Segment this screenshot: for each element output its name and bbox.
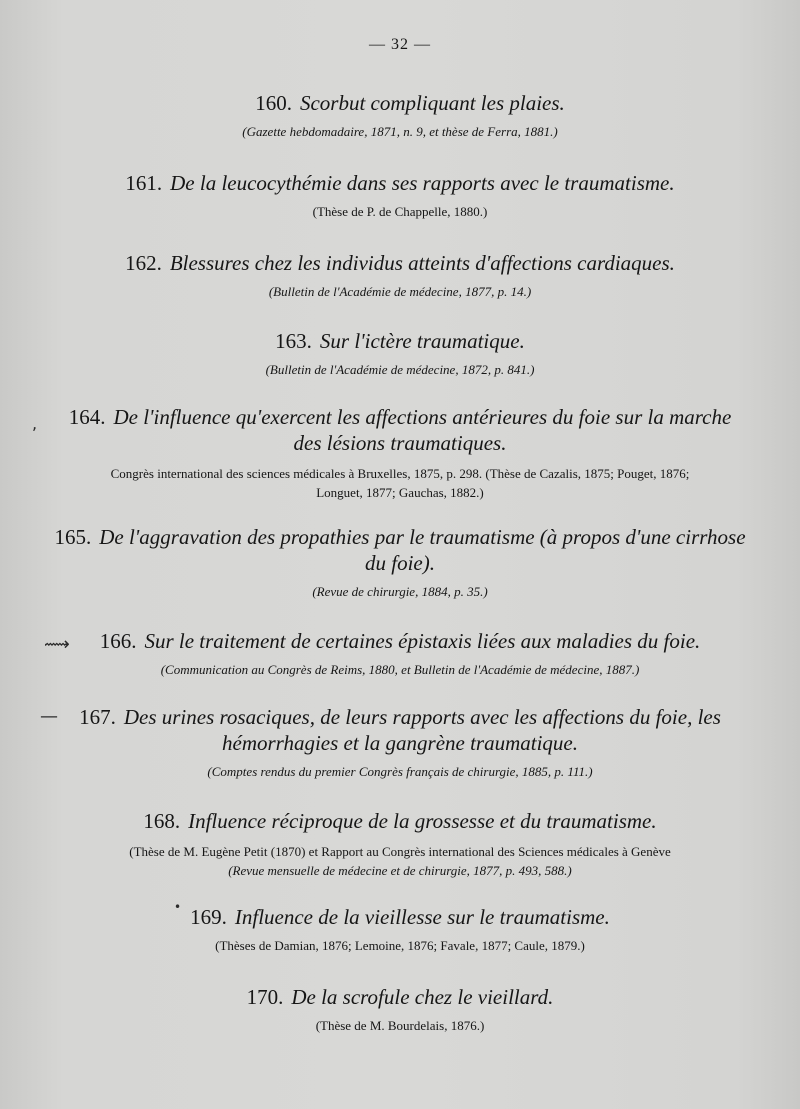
entry-title-text: De la scrofule chez le vieillard. [291,985,554,1009]
entry-title [0,984,800,1010]
entry-title [0,904,800,930]
entry-reference: (Comptes rendus du premier Congrès français de chirurgie, 1885, p. 111.) [207,764,593,779]
entry-number: 162. [125,251,162,275]
entry-reference: (Gazette hebdomadaire, 1871, n. 9, et thèse de Ferra, 1881.) [242,124,558,139]
entry-number: 164. [68,405,106,429]
entry-title [0,628,800,654]
entry-number: 167. [79,705,116,729]
entry-reference: (Thèse de P. de Chappelle, 1880.) [312,204,488,219]
entry-title [0,404,800,430]
handwritten-strike-mark: ⟿ [44,634,70,655]
entry-title-text: Blessures chez les individus atteints d'affections cardiaques. [169,251,675,275]
bibliography-entry-167 [0,704,800,781]
entry-title-text: De l'aggravation des propathies par le traumatisme (à propos d'une cirrhose [99,525,746,549]
bibliography-entry-170 [0,984,800,1035]
entry-reference: (Communication au Congrès de Reims, 1880, et Bulletin de l'Académie de médecine, 1887.) [160,662,640,677]
entry-title [0,170,800,196]
entry-title-text: Sur l'ictère traumatique. [319,329,525,353]
bibliography-entry-163 [0,328,800,379]
entry-reference: (Thèse de M. Bourdelais, 1876.) [315,1018,485,1033]
entry-number: 163. [275,329,312,353]
page-number: — 32 — [369,36,431,53]
entry-number: 170. [246,985,284,1009]
entry-title-text: Sur le traitement de certaines épistaxis liées aux maladies du foie. [144,629,701,653]
entry-number: 166. [99,629,137,653]
handwritten-strike-mark: — [40,706,58,727]
entry-title-text: Des urines rosaciques, de leurs rapports avec les affections du foie, les [123,705,721,729]
bibliography-entry-161 [0,170,800,221]
entry-title-continued: hémorrhagies et la gangrène traumatique. [222,731,578,755]
bibliography-entry-164 [0,404,800,502]
entry-title [0,524,800,550]
entry-reference: (Thèses de Damian, 1876; Lemoine, 1876; Favale, 1877; Caule, 1879.) [215,938,585,953]
entry-title [0,328,800,354]
entry-title-text: Influence réciproque de la grossesse et du traumatisme. [188,809,657,833]
bibliography-entry-166 [0,628,800,679]
entry-reference-continued: (Revue mensuelle de médecine et de chirurgie, 1877, p. 493, 588.) [228,863,572,878]
handwritten-tick-mark: , [32,414,38,433]
entry-reference: (Thèse de M. Eugène Petit (1870) et Rapport au Congrès international des Sciences médicales à Genève [129,844,671,859]
entry-reference: Congrès international des sciences médicales à Bruxelles, 1875, p. 298. (Thèse de Cazalis, 1875; Pouget, 1876; [110,466,690,481]
bibliography-entry-162 [0,250,800,301]
entry-reference: (Bulletin de l'Académie de médecine, 1872, p. 841.) [265,362,535,377]
entry-title-continued: du foie). [365,551,435,575]
bibliography-entry-165 [0,524,800,601]
entry-number: 169. [190,905,227,929]
entry-title [0,250,800,276]
entry-title [0,704,800,730]
entry-reference-continued: Longuet, 1877; Gauchas, 1882.) [316,485,484,500]
entry-number: 168. [143,809,181,833]
entry-title [0,90,800,116]
entry-title-text: Influence de la vieillesse sur le traumatisme. [234,905,610,929]
entry-title [0,808,800,834]
entry-reference: (Bulletin de l'Académie de médecine, 1877, p. 14.) [268,284,532,299]
entry-title-text: De la leucocythémie dans ses rapports avec le traumatisme. [170,171,675,195]
entry-title-continued: des lésions traumatiques. [293,431,507,455]
entry-number: 160. [255,91,292,115]
handwritten-dot-mark: • [174,900,182,914]
bibliography-entry-169 [0,904,800,955]
entry-title-text: De l'influence qu'exercent les affections antérieures du foie sur la marche [113,405,732,429]
bibliography-entry-160 [0,90,800,141]
entry-number: 165. [54,525,92,549]
entry-reference: (Revue de chirurgie, 1884, p. 35.) [312,584,488,599]
entry-number: 161. [125,171,163,195]
bibliography-entry-168 [0,808,800,880]
entry-title-text: Scorbut compliquant les plaies. [299,91,565,115]
